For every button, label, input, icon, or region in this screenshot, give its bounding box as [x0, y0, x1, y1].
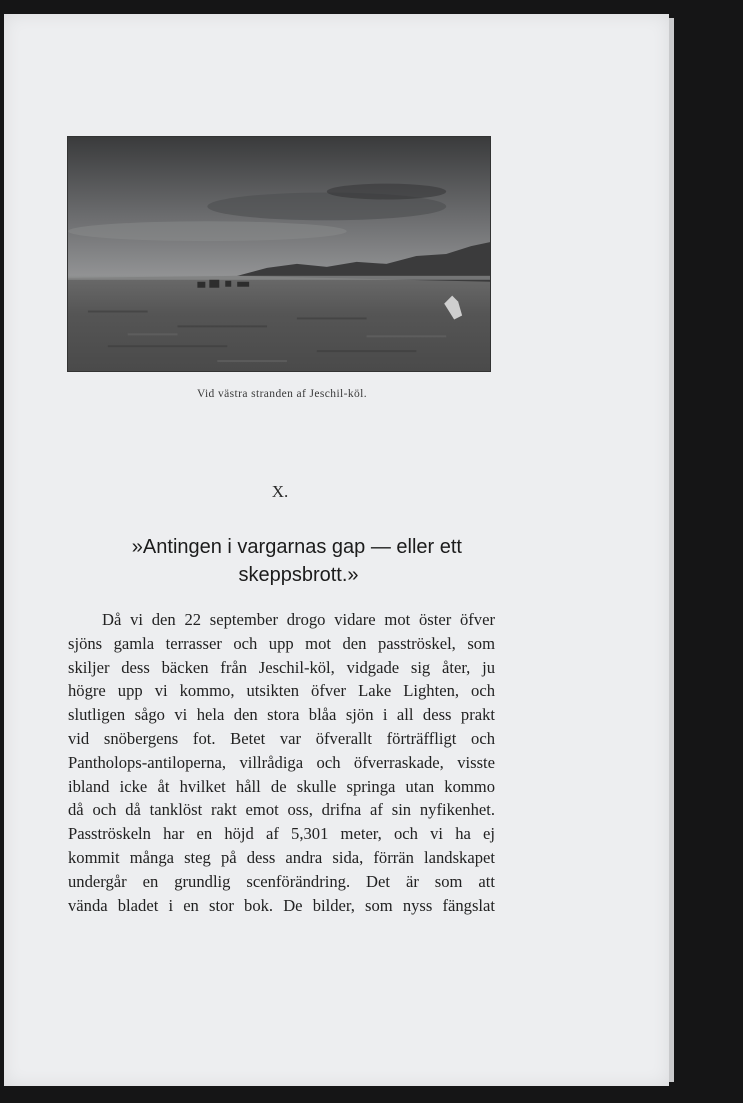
text-line: slutligen sågo vi hela den stora blåa sjön i all dess prakt — [68, 705, 495, 725]
body-paragraph — [68, 608, 495, 917]
text-line: vid snöbergens fot. Betet var öfverallt förträffligt och — [68, 728, 495, 748]
text-line: skiljer dess bäcken från Jeschil-köl, vidgade sig åter, ju — [68, 657, 495, 677]
chapter-number: X. — [271, 482, 289, 501]
text-line: ibland icke åt hvilket håll de skulle springa utan kommo — [68, 776, 495, 796]
text-line: Pantholops-antiloperna, villrådiga och öfverraskade, visste — [68, 752, 495, 772]
chapter-title — [70, 533, 495, 589]
text-line: då och då tanklöst rakt emot oss, drifna af sin nyfikenhet. — [68, 800, 495, 820]
chapter-title-line-2: skeppsbrott.» — [238, 564, 359, 586]
text-line: Då vi den 22 september drogo vidare mot öster öfver — [102, 610, 495, 629]
text-line: vända bladet i en stor bok. De bilder, som nyss fängslat — [68, 895, 495, 915]
landscape-photo — [67, 136, 491, 372]
page-edge — [669, 18, 674, 1082]
text-line: kommit många steg på dess andra sida, förrän landskapet — [68, 847, 495, 867]
text-line: sjöns gamla terrasser och upp mot den pasströskel, som — [68, 633, 495, 653]
chapter-title-line-1: »Antingen i vargarnas gap — eller ett — [131, 536, 462, 558]
text-line: högre upp vi kommo, utsikten öfver Lake Lighten, och — [68, 681, 495, 701]
text-line: Pasströskeln har en höjd af 5,301 meter, och vi ha ej — [68, 824, 495, 844]
text-line: undergår en grundlig scenförändring. Det är som att — [68, 871, 495, 891]
photo-caption: Vid västra stranden af Jeschil-köl. — [196, 388, 368, 400]
